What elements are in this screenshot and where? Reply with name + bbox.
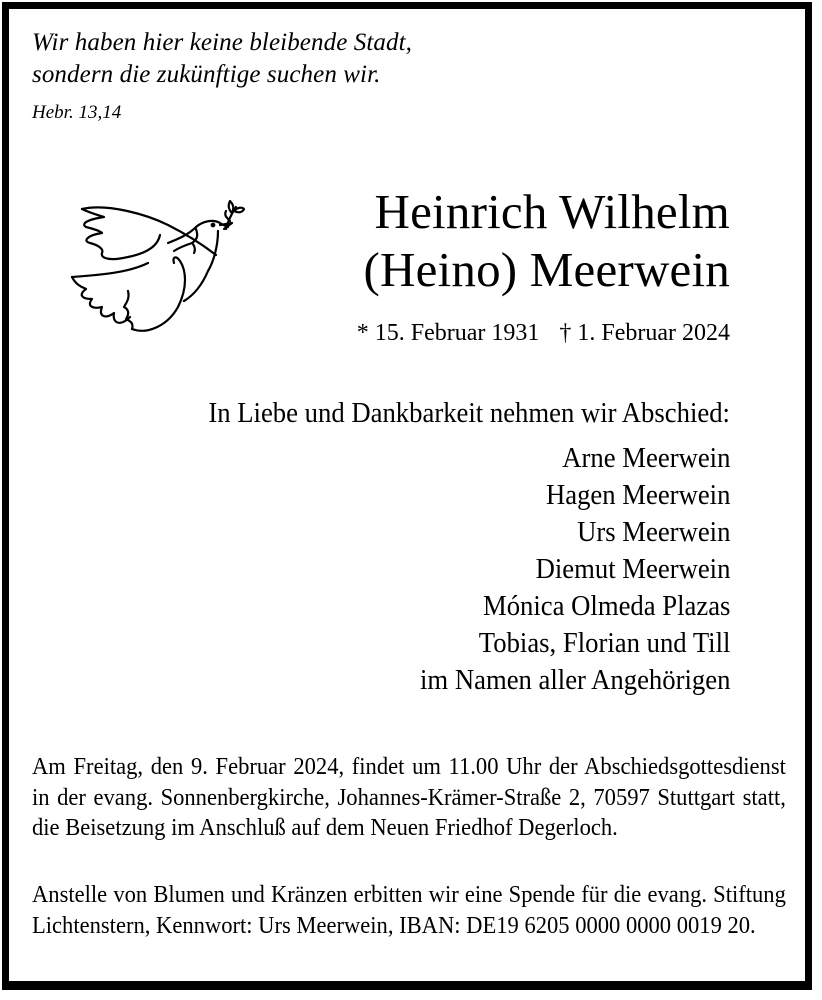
birth-star-icon: * [356,320,369,346]
bible-verse [32,27,412,91]
mourners-list [420,440,730,699]
service-notice: Am Freitag, den 9. Februar 2024, findet um 11.00 Uhr der Abschiedsgottesdienst in der evang. Sonnenbergkirche, Johannes-Krämer-Straße 2, 70597 Stuttgart statt, die Beisetzung im Anschluß auf dem Neuen Friedhof Degerloch. [32,754,786,841]
deceased-name-line-1: Heinrich Wilhelm [374,184,730,239]
birth-date: 15. Februar 1931 [374,320,540,346]
mourner-name: Urs Meerwein [576,516,730,548]
deceased-name [364,183,730,299]
mourner-name: Diemut Meerwein [535,553,730,585]
mourner-name: Tobias, Florian und Till [478,627,730,659]
dove-with-olive-branch-icon [68,195,248,345]
death-date: 1. Februar 2024 [577,320,730,346]
donation-notice: Anstelle von Blumen und Kränzen erbitten wir eine Spende für die evang. Stiftung Lichtenstern, Kennwort: Urs Meerwein, IBAN: DE19 6205 0000 0000 0019 20. [32,882,786,939]
mourner-name: Hagen Meerwein [545,479,730,511]
death-cross-icon: † [559,320,572,346]
verse-line-1: Wir haben hier keine bleibende Stadt, [32,29,412,56]
verse-line-2: sondern die zukünftige suchen wir. [32,61,381,88]
mourner-name: Mónica Olmeda Plazas [482,590,730,622]
mourner-name: im Namen aller Angehörigen [419,664,730,696]
farewell-intro: In Liebe und Dankbarkeit nehmen wir Abschied: [208,397,730,429]
life-dates [357,318,730,348]
verse-reference: Hebr. 13,14 [32,102,122,123]
mourner-name: Arne Meerwein [561,442,730,474]
deceased-name-line-2: (Heino) Meerwein [363,242,730,297]
